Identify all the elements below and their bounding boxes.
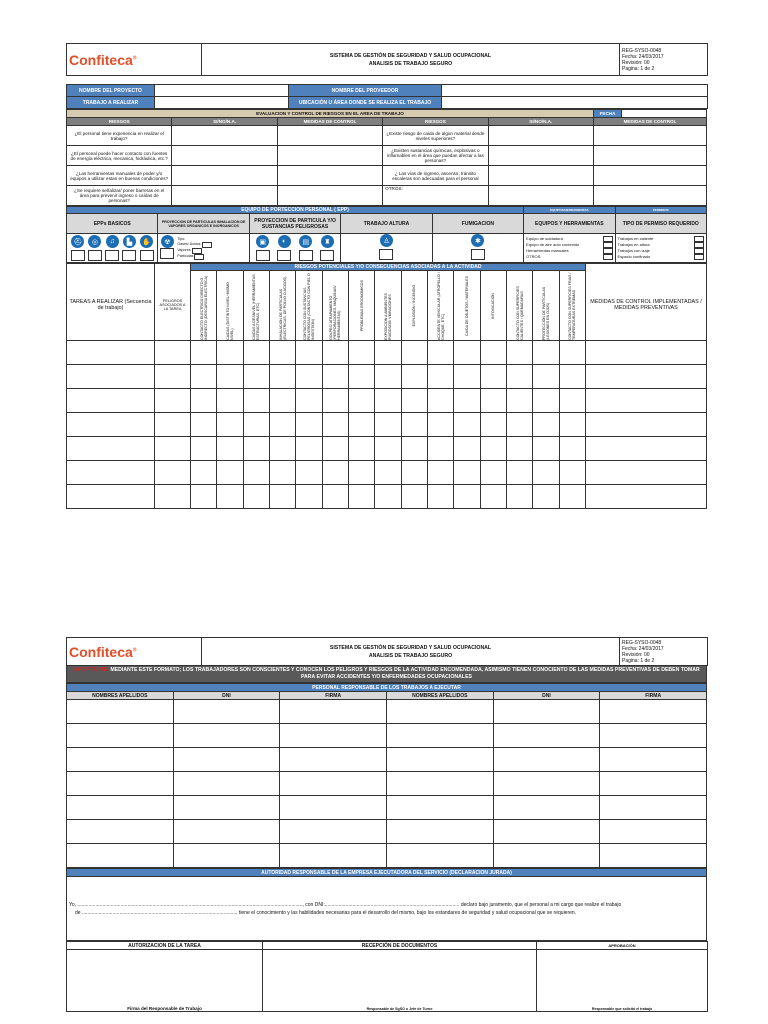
risk-measure[interactable] [594, 146, 707, 166]
helmet-icon: ⛑ [71, 235, 84, 248]
declaration-line-2: de ..............................................................................................................., tiene el conocimiento y las habilidades necesarias para el desarrollo del mismo, bajo los estandares de seguridad y salud ocupacional que se requieren. [75, 909, 577, 916]
potential-risks-title: RIESGOS POTENCIALES Y/O CONSECUENCIAS ASOCIADAS A LA ACTIVIDAD [191, 264, 586, 271]
filter-vapors: Vapores [177, 248, 191, 252]
table-row[interactable] [67, 724, 707, 748]
risk-measure[interactable] [594, 166, 707, 186]
harness-icon: ♙ [380, 234, 393, 247]
table-row[interactable] [67, 772, 707, 796]
consequence-header: INTOXICACIÓN [480, 271, 506, 341]
page-two-header [66, 637, 708, 666]
doc-code: REG-SYSO-0048 [622, 639, 662, 646]
risk-answer[interactable] [488, 126, 593, 146]
permit-list [615, 234, 706, 263]
form-title: SISTEMA DE GESTIÓN DE SEGURIDAD Y SALUD OCUPACIONAL [329, 52, 492, 59]
meta-cell [620, 638, 708, 666]
equipment-item: OTROS: [526, 254, 542, 260]
table-row[interactable] [67, 700, 707, 724]
authority-title: AUTORIDAD RESPONSABLE DE LA EMPRESA EJECUTADORA DEL SERVICIO (DECLARACION JURADA) [67, 869, 707, 877]
risks-header-right: RIESGOS [383, 118, 488, 126]
location-field[interactable] [442, 97, 708, 109]
table-row[interactable] [67, 389, 707, 413]
risk-answer[interactable] [172, 166, 277, 186]
checkbox[interactable] [88, 250, 102, 261]
checkbox[interactable] [122, 250, 136, 261]
filter-gases: Gases/ Ácidos [177, 242, 201, 246]
approval-header: APROBACIÓN [537, 942, 708, 950]
checkbox[interactable] [160, 248, 174, 259]
approval-table [66, 941, 708, 1012]
important-label: IMPORTANTE: [73, 667, 109, 673]
checkbox[interactable] [202, 242, 212, 248]
equipment-header: EQUIPOS Y HERRAMIENTAS [524, 214, 615, 234]
mask-icon: ▣ [256, 235, 269, 248]
checkbox[interactable] [71, 250, 85, 261]
equipment-list [524, 234, 615, 263]
checkbox[interactable] [105, 250, 119, 261]
permit-item: Trabajos en altura [617, 242, 650, 248]
col-dni: DNI [173, 692, 280, 700]
location-label: UBICACIÓN U ÁREA DONDE SE REALIZA EL TRABAJO [289, 97, 442, 109]
equipment-small-header: EQUIPOS/HERRAMIENTAS [524, 207, 615, 214]
form-subtitle: ANALISIS DE TRABAJO SEGURO [368, 60, 453, 67]
fumigation-cell [432, 234, 523, 263]
sworn-declaration [67, 877, 707, 941]
fumigation-suit-icon: ✱ [471, 234, 484, 247]
checkbox[interactable] [256, 250, 270, 261]
table-row[interactable] [67, 437, 707, 461]
risk-question: OTROS: [383, 186, 488, 206]
face-shield-icon: ◐ [278, 235, 291, 248]
doc-code: REG-SYSO-0048 [622, 47, 662, 54]
personnel-table [66, 683, 707, 868]
meta-cell [620, 44, 708, 76]
doc-revision: Revisión: 00 [622, 59, 650, 66]
risk-answer[interactable] [488, 186, 593, 206]
consequence-header: CONTACTO ELECTRICO DIRECTO O INDIRECTO (DESCARGA ELECTRICA) [191, 271, 217, 341]
blank-corner [586, 264, 707, 271]
earmuffs-icon: ♫ [106, 235, 119, 248]
declaration-table [66, 868, 707, 941]
personnel-title: PERSONAL RESPONSABLE DE LOS TRABAJOS A EJECUTAR [67, 684, 707, 692]
checkbox[interactable] [694, 254, 704, 260]
risk-measure[interactable] [277, 126, 382, 146]
col-signature: FIRMA [280, 692, 387, 700]
equipment-item: Herramientas manuales [526, 248, 569, 254]
filter-particles: Partículas [177, 254, 194, 258]
substance-icons [249, 234, 340, 263]
apron-icon: ▤ [299, 235, 312, 248]
measures-header-right: MEDIDAS DE CONTROL [594, 118, 707, 126]
risk-answer[interactable] [488, 166, 593, 186]
permits-small-header: PERMISOS [615, 207, 706, 214]
hazards-header: PELIGROS ASOCIADOS A LA TAREA [155, 271, 191, 341]
task-field[interactable] [155, 97, 289, 109]
permit-item: Trabajos con izaje [617, 248, 650, 254]
table-row[interactable] [67, 485, 707, 509]
risk-measure[interactable] [277, 146, 382, 166]
authorization-header: AUTORIZACION DE LA TAREA [67, 942, 263, 950]
form-title: SISTEMA DE GESTIÓN DE SEGURIDAD Y SALUD OCUPACIONAL [329, 644, 492, 651]
risk-question: ¿Existe riesgo de caida de algun material desde niveles superiores? [383, 126, 488, 146]
consequence-header: CONTACTO CON SUSTANCIAS PELIGROSAS (CONTACTO CON PIEL O INGESTION) [296, 271, 322, 341]
risk-measure[interactable] [277, 166, 382, 186]
consequence-header: GOLPES/ ATRAPAMIENTO (PERFORACIONES, MAQUINAS/ HERRAMIENTAS) [322, 271, 348, 341]
project-info [66, 84, 708, 109]
consequence-header: INHALACION DE PARTICULAS (ELECTRICAS, DE POLVO O ACIDOS) [269, 271, 295, 341]
tasks-header: TAREAS A REALIZAR (Secuencia de trabajo) [67, 271, 155, 341]
respirator-cell [158, 234, 249, 263]
date-field[interactable] [622, 110, 707, 118]
title-cell [202, 44, 620, 76]
fumigation-header: FUMIGACION [432, 214, 523, 234]
reception-header: RECEPCIÓN DE DOCUMENTOS [263, 942, 537, 950]
consequence-header: CAIDAS (DISTINTO NIVEL/ MISMO NIVEL) [217, 271, 243, 341]
doc-date: Fecha: 24/03/2017 [622, 53, 664, 60]
permit-type-header: TIPO DE PERMISO REQUERIDO [615, 214, 706, 234]
responsible-signature[interactable]: Firma del Responsable de Trabajo [67, 950, 263, 1012]
epp-section [66, 206, 707, 263]
form-subtitle: ANALISIS DE TRABAJO SEGURO [368, 652, 453, 659]
important-notice [66, 666, 707, 683]
col-names: NOMBRES APELLIDOS [386, 692, 493, 700]
boots-icon: ▙ [123, 235, 136, 248]
risk-measure[interactable] [594, 186, 707, 206]
risk-answer[interactable] [172, 186, 277, 206]
risk-question: ¿Se requiere señalizar/ poner barreras en el área para prevenir ingreso o caídas de personas? [67, 186, 172, 206]
goggles-icon: ◎ [88, 235, 101, 248]
doc-revision: Revisión: 00 [622, 651, 650, 658]
project-name-label: NOMBRE DEL PROYECTO [67, 85, 155, 97]
provider-name-field[interactable] [442, 85, 708, 97]
date-label: FECHA [594, 110, 622, 118]
permit-item: Espacio confinado [617, 254, 651, 260]
logo-cell [67, 638, 202, 666]
doc-date: Fecha: 24/03/2017 [622, 645, 664, 652]
epp-basic-icons [67, 234, 158, 263]
consequence-header: CONTACTO CON SUPERFICIES CALIENTES / QUEMADURAS [506, 271, 532, 341]
risk-question: ¿Las herramientas manuales de poder y/o equipos a utilizar estan en buenas condiciones? [67, 166, 172, 186]
checkbox[interactable] [320, 250, 334, 261]
consequence-header: ACCIDENTE VEHICULAR (ATROPELLO / CHOQUE, ETC) [427, 271, 453, 341]
risk-question: ¿Existen sustancias químicas, explosivas o inflamables en el área que puedan afectar a las personas? [383, 146, 488, 166]
page-one-header [66, 43, 708, 76]
task-label: TRABAJO A REALIZAR [67, 97, 155, 109]
checkbox[interactable] [140, 250, 154, 261]
yesno-header-left: SI/NO/N.A. [172, 118, 277, 126]
important-text: MEDIANTE ESTE FORMATO; LOS TRABAJADORES SON CONSCIENTES Y CONOCEN LOS PELIGROS Y RIESGOS DE LA ACTIVIDAD ENCOMENDADA, ASIMISMO TIENEN CONOCIENTO DE LAS MEDIDAS PREVENTIVAS DE DEBEN TOMAR PARA EVITAR ACCIDENTES Y/O ENFERMEDADES OCUPACIONALES [110, 667, 700, 680]
doc-page: Pagina: 1 de 2 [622, 657, 655, 664]
doc-page: Pagina: 1 de 2 [622, 65, 655, 72]
page-two [66, 637, 707, 1015]
filter-type: Tipo: [177, 236, 186, 241]
checkbox[interactable] [379, 249, 393, 260]
col-names: NOMBRES APELLIDOS [67, 692, 174, 700]
table-row[interactable] [67, 820, 707, 844]
risk-question: ¿El personal tiene experiencia en realizar el trabajo? [67, 126, 172, 146]
implemented-measures-header: MEDIDAS DE CONTROL IMPLEMENTADAS / MEDIDAS PREVENTIVAS [586, 271, 707, 341]
consequence-header: EXPOSICION A AMBIENTES RUIDOSOS/ VIBRACIONES [375, 271, 401, 341]
tasks-table [66, 263, 707, 509]
table-row[interactable] [67, 461, 707, 485]
table-row[interactable] [67, 365, 707, 389]
col-dni: DNI [493, 692, 600, 700]
checkbox[interactable] [471, 249, 485, 260]
gloves-icon: ✋ [140, 235, 153, 248]
checkbox[interactable] [194, 254, 204, 260]
equipment-item: Equipo de aire auto contenido [526, 242, 580, 248]
harness-cell [341, 234, 432, 263]
risk-answer[interactable] [172, 126, 277, 146]
consequence-header: CAÍDA DE OBJETOS / MATERIALES [454, 271, 480, 341]
consequence-header: CAIDAS A DESNIVEL (HERRAMIENTAS, ESTRUCTURAS, ETC) [243, 271, 269, 341]
blank-corner [155, 264, 191, 271]
project-name-field[interactable] [155, 85, 289, 97]
checkbox[interactable] [603, 254, 613, 260]
particles-header: PROYECCION DE PARTICULAS INHALACION DE VAPORES ORGANICOS E INORGANICOS [158, 214, 249, 234]
requester-signature[interactable]: Responsable que solicitó el trabajo [537, 950, 708, 1012]
risk-evaluation [66, 109, 707, 206]
risk-answer[interactable] [488, 146, 593, 166]
consequence-header: PROTECCIÓN DE PARTÍCULAS (LESIONES EN OJOS) [533, 271, 559, 341]
consequence-header: CONTACTO CON SUPERFICIES FRIAS / TEMPERATURAS EXTREMAS [559, 271, 585, 341]
blank-corner [67, 264, 155, 271]
risk-question: ¿El personal puede hacer contacto con fuentes de energía eléctrica, mecanica, hidráulica, etc.? [67, 146, 172, 166]
protective-suit-icon: ♜ [321, 235, 334, 248]
table-row[interactable] [67, 413, 707, 437]
risks-header-left: RIESGOS [67, 118, 172, 126]
epp-basic-header: EPPs BASICOS [67, 214, 158, 234]
substances-header: PROYECCION DE PARTICULA Y/O SUSTANCIAS PELIGROSAS [249, 214, 340, 234]
confiteca-logo: Confiteca® [69, 51, 137, 68]
declaration-line-1: Yo, .................................................................................................................................................................., con DNI:................................................................................................. declaro bajo juramento, que el personal a mi cargo que realize el trabajo [69, 901, 622, 908]
height-work-header: TRABAJO ALTURA [341, 214, 432, 234]
logo-cell [67, 44, 202, 76]
yesno-header-right: SI/NO/N.A. [488, 118, 593, 126]
risk-measure[interactable] [594, 126, 707, 146]
table-row[interactable] [67, 844, 707, 868]
provider-name-label: NOMBRE DEL PROVEEDOR [289, 85, 442, 97]
epp-title: EQUIPO DE PORTECCION PERSONAL ( EPP) [67, 207, 524, 214]
table-row[interactable] [67, 341, 707, 365]
checkbox[interactable] [299, 250, 313, 261]
equipment-item: Equipo de soldadura [526, 236, 563, 242]
title-cell [202, 638, 620, 666]
measures-header-left: MEDIDAS DE CONTROL [277, 118, 382, 126]
table-row[interactable] [67, 796, 707, 820]
consequence-header: EXPLOSIÓN / INCENDIO [401, 271, 427, 341]
respirator-icon: ☢ [161, 235, 174, 248]
table-row[interactable] [67, 748, 707, 772]
page-one [66, 43, 707, 508]
risk-question: ¿ Las vías de ingreso, ascenso, tránsito escaleras son adecuadas para el personal [383, 166, 488, 186]
checkbox[interactable] [277, 250, 291, 261]
evaluation-title: EVALUACION Y CONTROL DE RIESGOS EN EL AREA DE TRABAJO [67, 110, 594, 118]
risk-measure[interactable] [277, 186, 382, 206]
consequence-header: PROBLEMAS ERGONOMICOS [348, 271, 374, 341]
sgsso-signature[interactable]: Responsable de SgSO o Jefe de Turno [263, 950, 537, 1012]
risk-answer[interactable] [172, 146, 277, 166]
col-signature: FIRMA [600, 692, 707, 700]
confiteca-logo: Confiteca® [69, 643, 137, 660]
permit-item: Trabajos en caliente [617, 236, 654, 242]
